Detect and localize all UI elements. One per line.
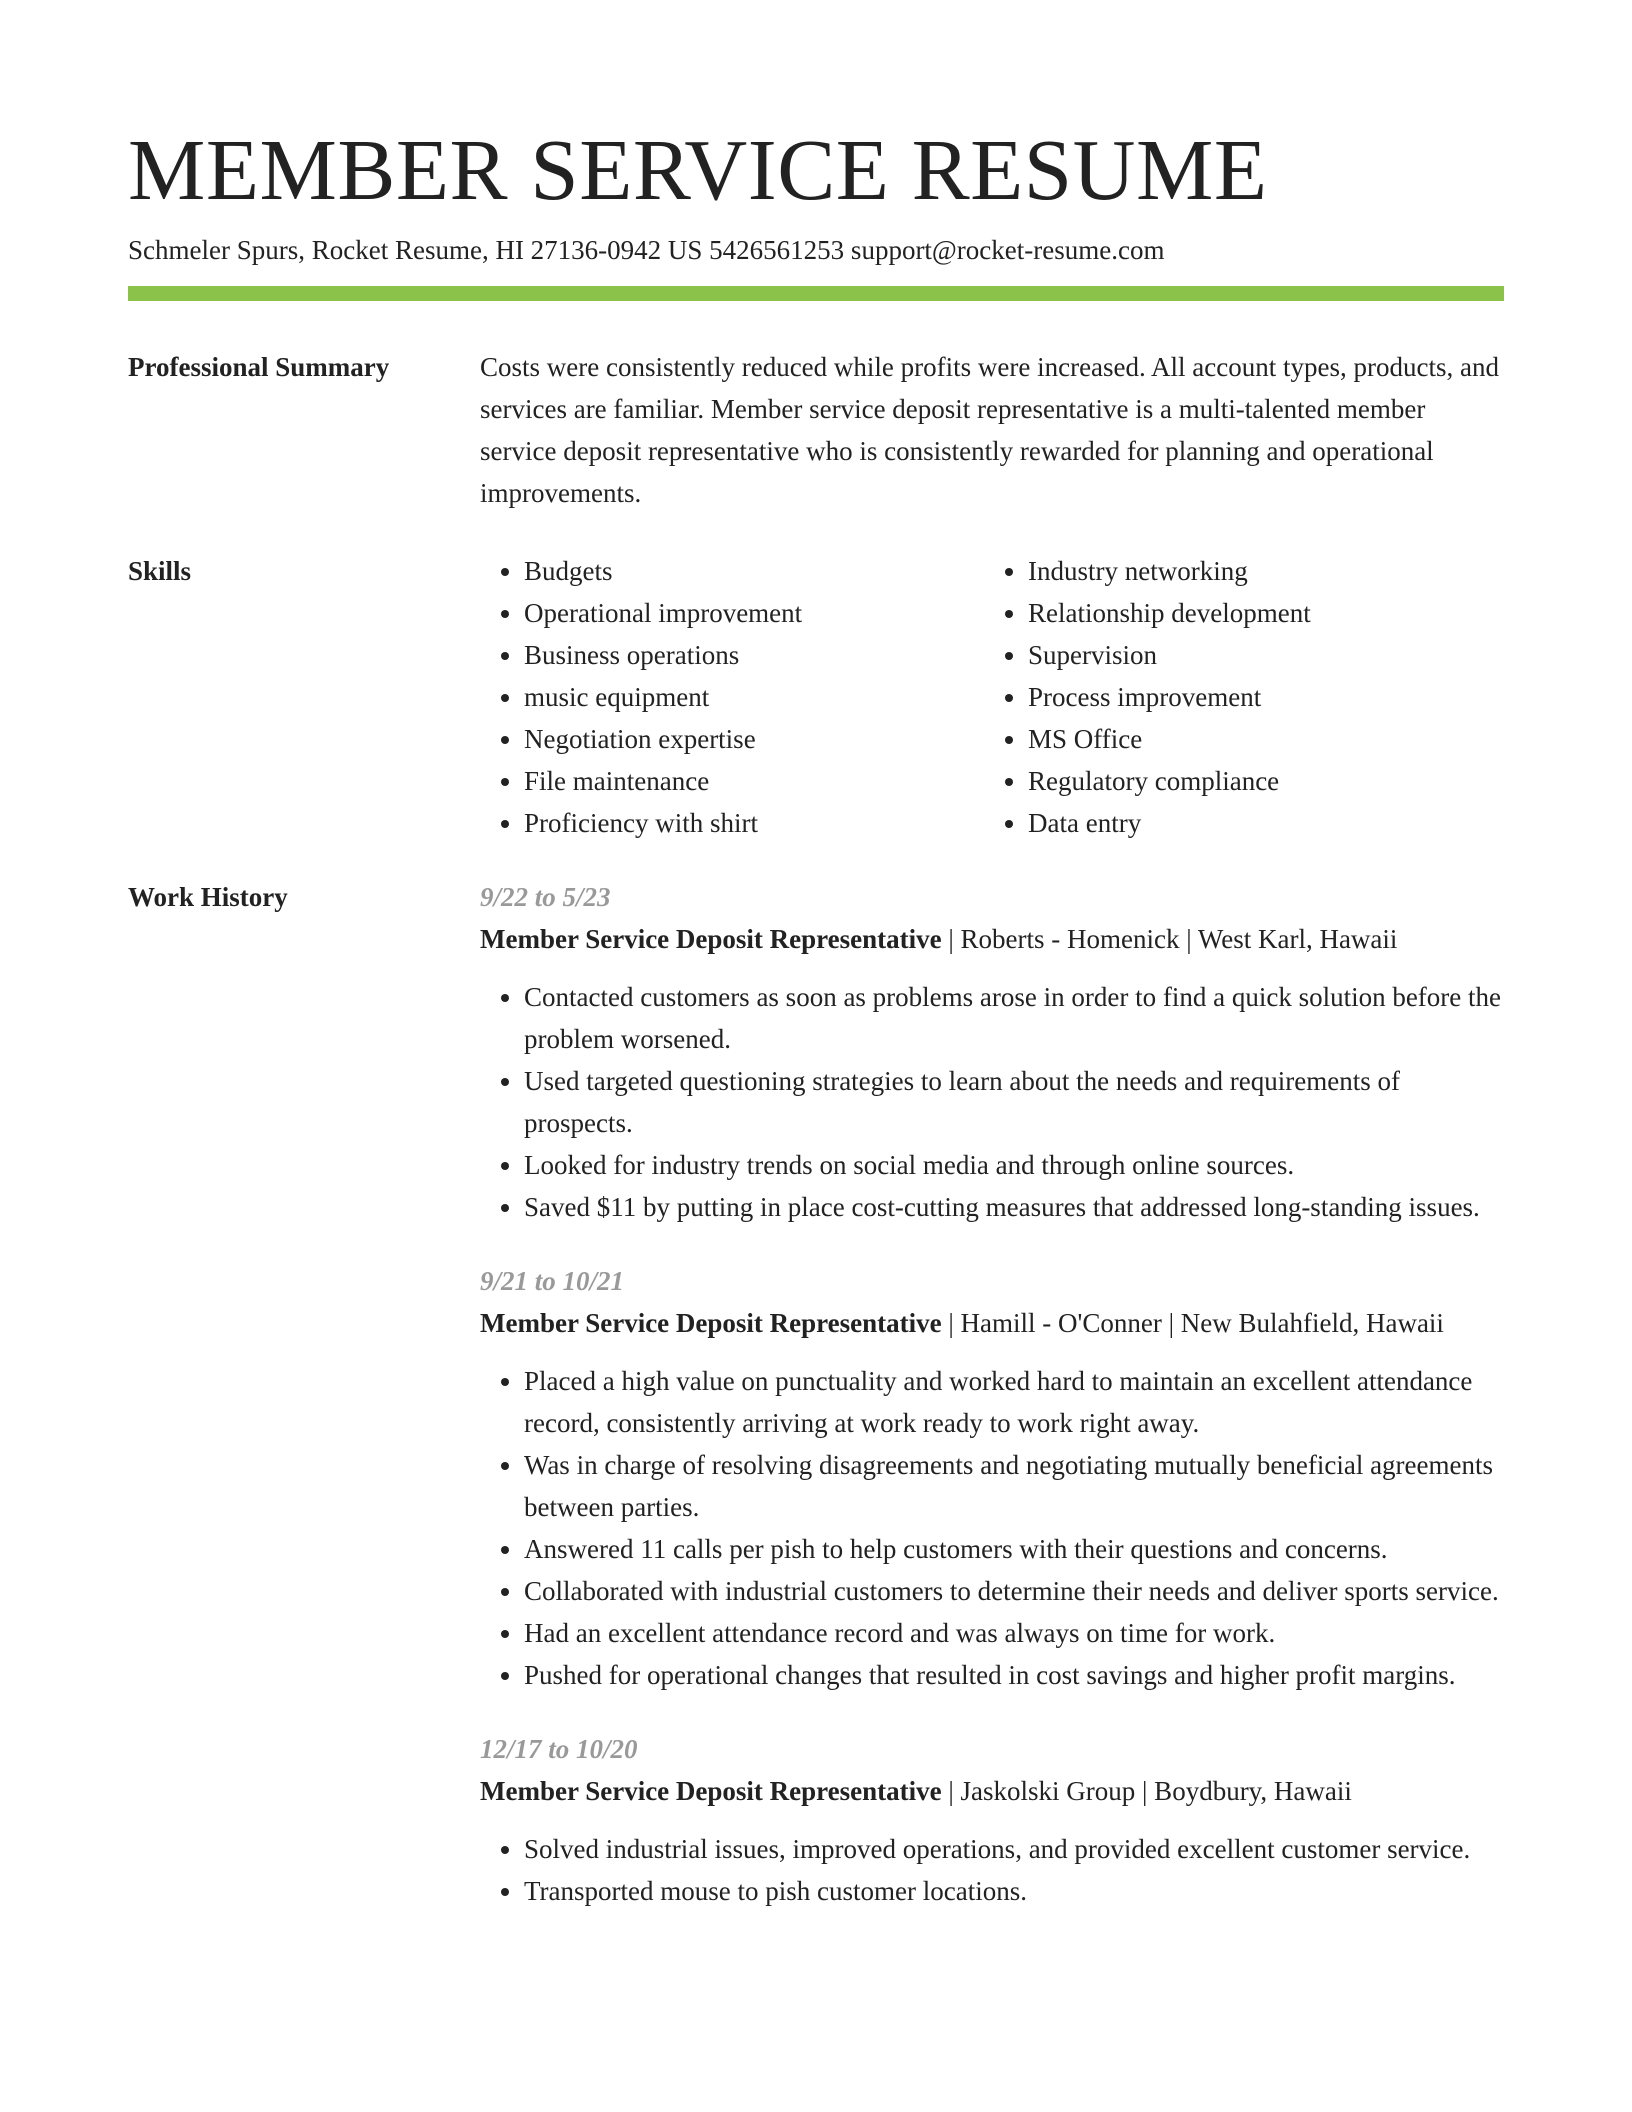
skill-item: • Industry networking [1028,550,1488,592]
job-bullet: • Had an excellent attendance record and was always on time for work. [524,1612,1504,1654]
job-entry [480,1260,1504,1696]
skill-item: • Supervision [1028,634,1488,676]
job-bullet: • Looked for industry trends on social media and through online sources. [524,1144,1504,1186]
job-bullet: • Transported mouse to pish customer locations. [524,1870,1504,1912]
job-bullet: • Was in charge of resolving disagreements and negotiating mutually beneficial agreements between parties. [524,1444,1504,1528]
skill-item: • MS Office [1028,718,1488,760]
resume-title: MEMBER SERVICE RESUME [128,121,1268,218]
skill-item: • Business operations [524,634,984,676]
job-title: Member Service Deposit Representative [480,924,942,954]
job-bullet: • Answered 11 calls per pish to help customers with their questions and concerns. [524,1528,1504,1570]
job-bullets [480,1828,1504,1912]
job-bullets [480,976,1504,1228]
skill-item: • Regulatory compliance [1028,760,1488,802]
job-bullet: • Used targeted questioning strategies to learn about the needs and requirements of prospects. [524,1060,1504,1144]
job-employer-location: | Roberts - Homenick | West Karl, Hawaii [941,924,1398,954]
job-title: Member Service Deposit Representative [480,1308,942,1338]
job-heading [480,918,1504,960]
section-label-skills: Skills [128,556,192,586]
skills-column-left [480,550,984,844]
skills-grid [480,550,1504,844]
skill-item: • Budgets [524,550,984,592]
skill-item: • File maintenance [524,760,984,802]
job-bullets [480,1360,1504,1696]
job-employer-location: | Jaskolski Group | Boydbury, Hawaii [941,1776,1352,1806]
job-employer-location: | Hamill - O'Conner | New Bulahfield, Hawaii [941,1308,1444,1338]
job-bullet: • Saved $11 by putting in place cost-cutting measures that addressed long-standing issues. [524,1186,1504,1228]
section-label-work-history: Work History [128,882,288,912]
skill-item: • Operational improvement [524,592,984,634]
skills-column-right [984,550,1488,844]
job-bullet: • Placed a high value on punctuality and worked hard to maintain an excellent attendance record, consistently arriving at work ready to work right away. [524,1360,1504,1444]
job-heading [480,1770,1504,1812]
skill-item: • Process improvement [1028,676,1488,718]
job-title: Member Service Deposit Representative [480,1776,942,1806]
job-dates: 12/17 to 10/20 [480,1734,638,1764]
skill-item: • Proficiency with shirt [524,802,984,844]
job-dates: 9/22 to 5/23 [480,882,611,912]
job-entry [480,876,1504,1228]
skill-item: • music equipment [524,676,984,718]
skill-item: • Relationship development [1028,592,1488,634]
job-bullet: • Collaborated with industrial customers to determine their needs and deliver sports service. [524,1570,1504,1612]
job-bullet: • Pushed for operational changes that resulted in cost savings and higher profit margins. [524,1654,1504,1696]
skill-item: • Negotiation expertise [524,718,984,760]
accent-divider [128,286,1504,301]
job-dates: 9/21 to 10/21 [480,1266,625,1296]
contact-line: Schmeler Spurs, Rocket Resume, HI 27136-0942 US 5426561253 support@rocket-resume.com [128,235,1165,265]
job-bullet: • Solved industrial issues, improved operations, and provided excellent customer service. [524,1828,1504,1870]
job-bullet: • Contacted customers as soon as problems arose in order to find a quick solution before the problem worsened. [524,976,1504,1060]
section-label-summary: Professional Summary [128,352,390,382]
skill-item: • Data entry [1028,802,1488,844]
job-heading [480,1302,1504,1344]
summary-text: Costs were consistently reduced while profits were increased. All account types, products, and services are familiar. Member service deposit representative is a multi-talented member service deposit representative who is consistently rewarded for planning and operational improvements. [480,352,1499,508]
job-entry [480,1728,1504,1912]
